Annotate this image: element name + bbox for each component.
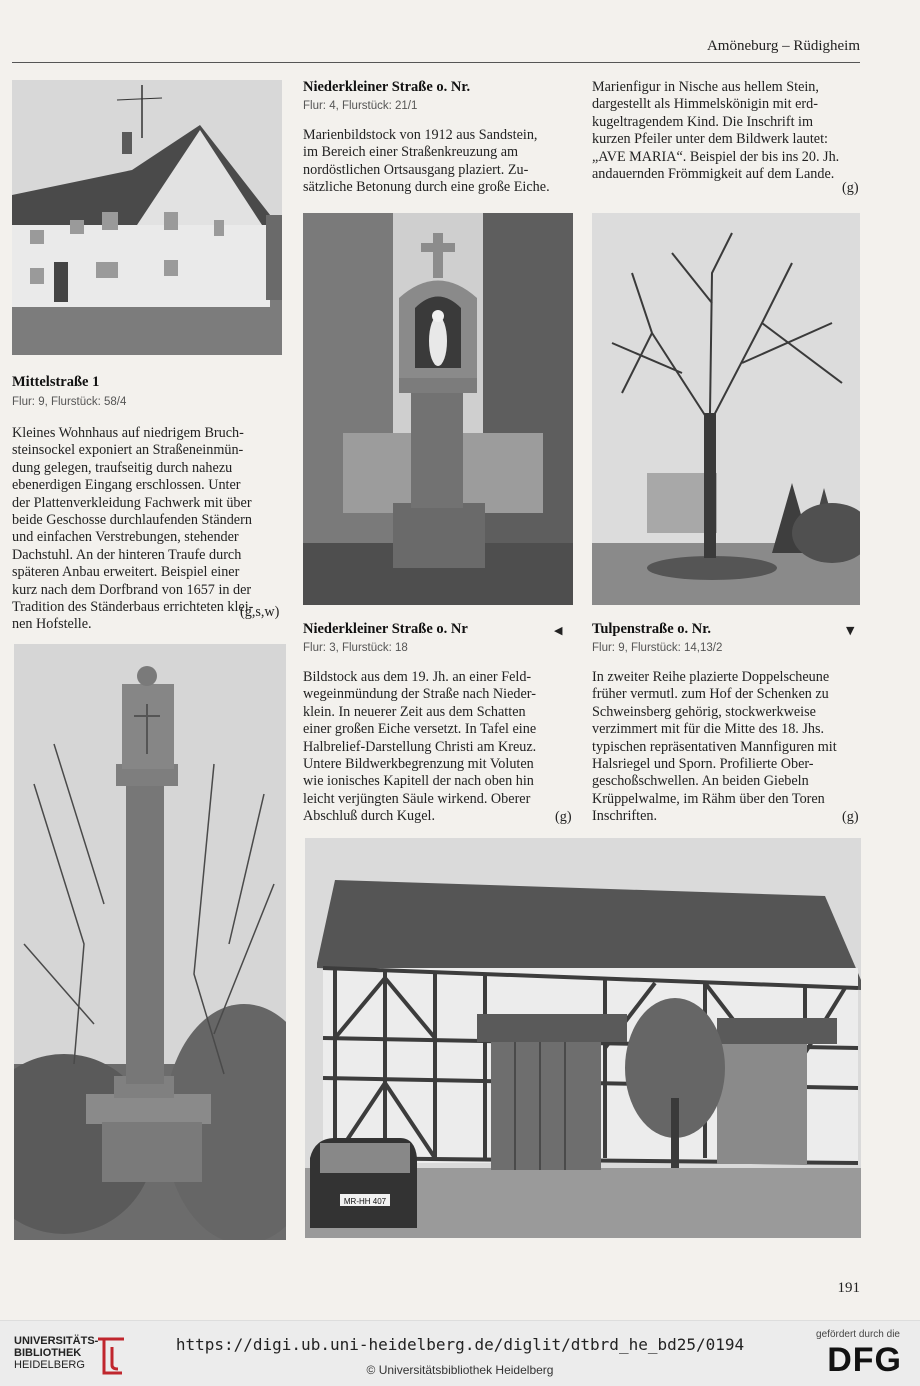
running-head: Amöneburg – Rüdigheim [706, 38, 860, 54]
photo-house-mittelstrasse [12, 80, 282, 355]
text-tulpenstrasse: In zweiter Reihe plazierte Doppelscheune früher vermutl. zum Hof der Schenken zu Schweinsberg gehörig, stockwerkweise verzimmert mit für die Mitte des 18. Jhs. typischen repräsentativen Mannfiguren mit Halsriegel und Sporn. Profilierte Ober- geschoßschwellen. An beiden Giebeln Krüppelwalme, im Rähm über den Toren Inschriften. [592, 669, 837, 825]
text-niederkleiner-1: Marienbildstock von 1912 aus Sandstein, im Bereich einer Straßenkreuzung am nordöstlichen Ortsausgang plaziert. Zu- sätzliche Betonung durch eine große Eiche. [303, 127, 550, 196]
tag-mittelstrasse: (g,s,w) [240, 604, 280, 620]
tag-marienfigur: (g) [842, 180, 859, 196]
heading-mittelstrasse: Mittelstraße 1 [12, 374, 100, 390]
text-niederkleiner-2: Bildstock aus dem 19. Jh. an einer Feld- wegeinmündung der Straße nach Nieder- klein. In neuerer Zeit aus dem Schatten einer großen Eiche versetzt. In Tafel eine Halbrelief-Darstellung Christi am Kreuz. Untere Bildwerkbegrenzung mit Voluten wie ionisches Kapitell der nach oben hin leicht verjüngten Säule wirkend. Oberer Abschluß durch Kugel. [303, 669, 537, 825]
library-logo[interactable]: UNIVERSITÄTS- BIBLIOTHEK HEIDELBERG [14, 1335, 99, 1371]
document-url-link[interactable]: https://digi.ub.uni-heidelberg.de/diglit/dtbrd_he_bd25/0194 [175, 1335, 745, 1354]
arrow-down-icon: ▼ [846, 624, 855, 637]
copyright-notice: © Universitätsbibliothek Heidelberg [366, 1363, 554, 1377]
tag-niederkleiner-2: (g) [555, 809, 572, 825]
photo-oak-tree [592, 213, 860, 605]
funded-by-label: gefördert durch die [816, 1329, 900, 1340]
meta-mittelstrasse: Flur: 9, Flurstück: 58/4 [12, 396, 127, 408]
text-marienfigur: Marienfigur in Nische aus hellem Stein, dargestellt als Himmelskönigin mit erd- kugeltragendem Kind. Die Inschrift im kurzen Pfeiler unter dem Bildwerk lautet: „AVE MARIA“. Beispiel der bis ins 20. Jh. andauernden Frömmigkeit auf dem Lande. [592, 79, 840, 183]
arrow-left-icon: ◀ [554, 624, 563, 637]
header-rule [12, 62, 860, 63]
car-license-plate: MR-HH 407 [343, 1197, 387, 1206]
photo-column-shrine [14, 644, 286, 1240]
tag-tulpenstrasse: (g) [842, 809, 859, 825]
page-number: 191 [837, 1280, 860, 1296]
heading-niederkleiner-1: Niederkleiner Straße o. Nr. [303, 79, 471, 95]
heading-tulpenstrasse: Tulpenstraße o. Nr. [592, 621, 711, 637]
dfg-logo[interactable]: DFG [827, 1341, 902, 1379]
meta-niederkleiner-2: Flur: 3, Flurstück: 18 [303, 642, 408, 654]
heading-niederkleiner-2: Niederkleiner Straße o. Nr [303, 621, 468, 637]
meta-tulpenstrasse: Flur: 9, Flurstück: 14,13/2 [592, 642, 723, 654]
meta-niederkleiner-1: Flur: 4, Flurstück: 21/1 [303, 100, 418, 112]
photo-marian-shrine [303, 213, 573, 605]
photo-timber-barn [305, 838, 861, 1238]
text-mittelstrasse: Kleines Wohnhaus auf niedrigem Bruch- steinsockel exponiert an Straßeneinmün- dung gelegen, traufseitig durch nahezu ebenerdigen Eingang erschlossen. Unter der Plattenverkleidung Fachwerk mit über beide Geschosse durchlaufenden Ständern und einfachen Verstrebungen, stehender Dachstuhl. An der hinteren Traufe durch späteren Anbau erweitert. Beispiel einer kurz nach dem Dorfbrand von 1657 in der Tradition des Ständerbaus errichteten klei- nen Hofstelle. [12, 425, 254, 633]
viewer-footer [0, 1320, 920, 1386]
